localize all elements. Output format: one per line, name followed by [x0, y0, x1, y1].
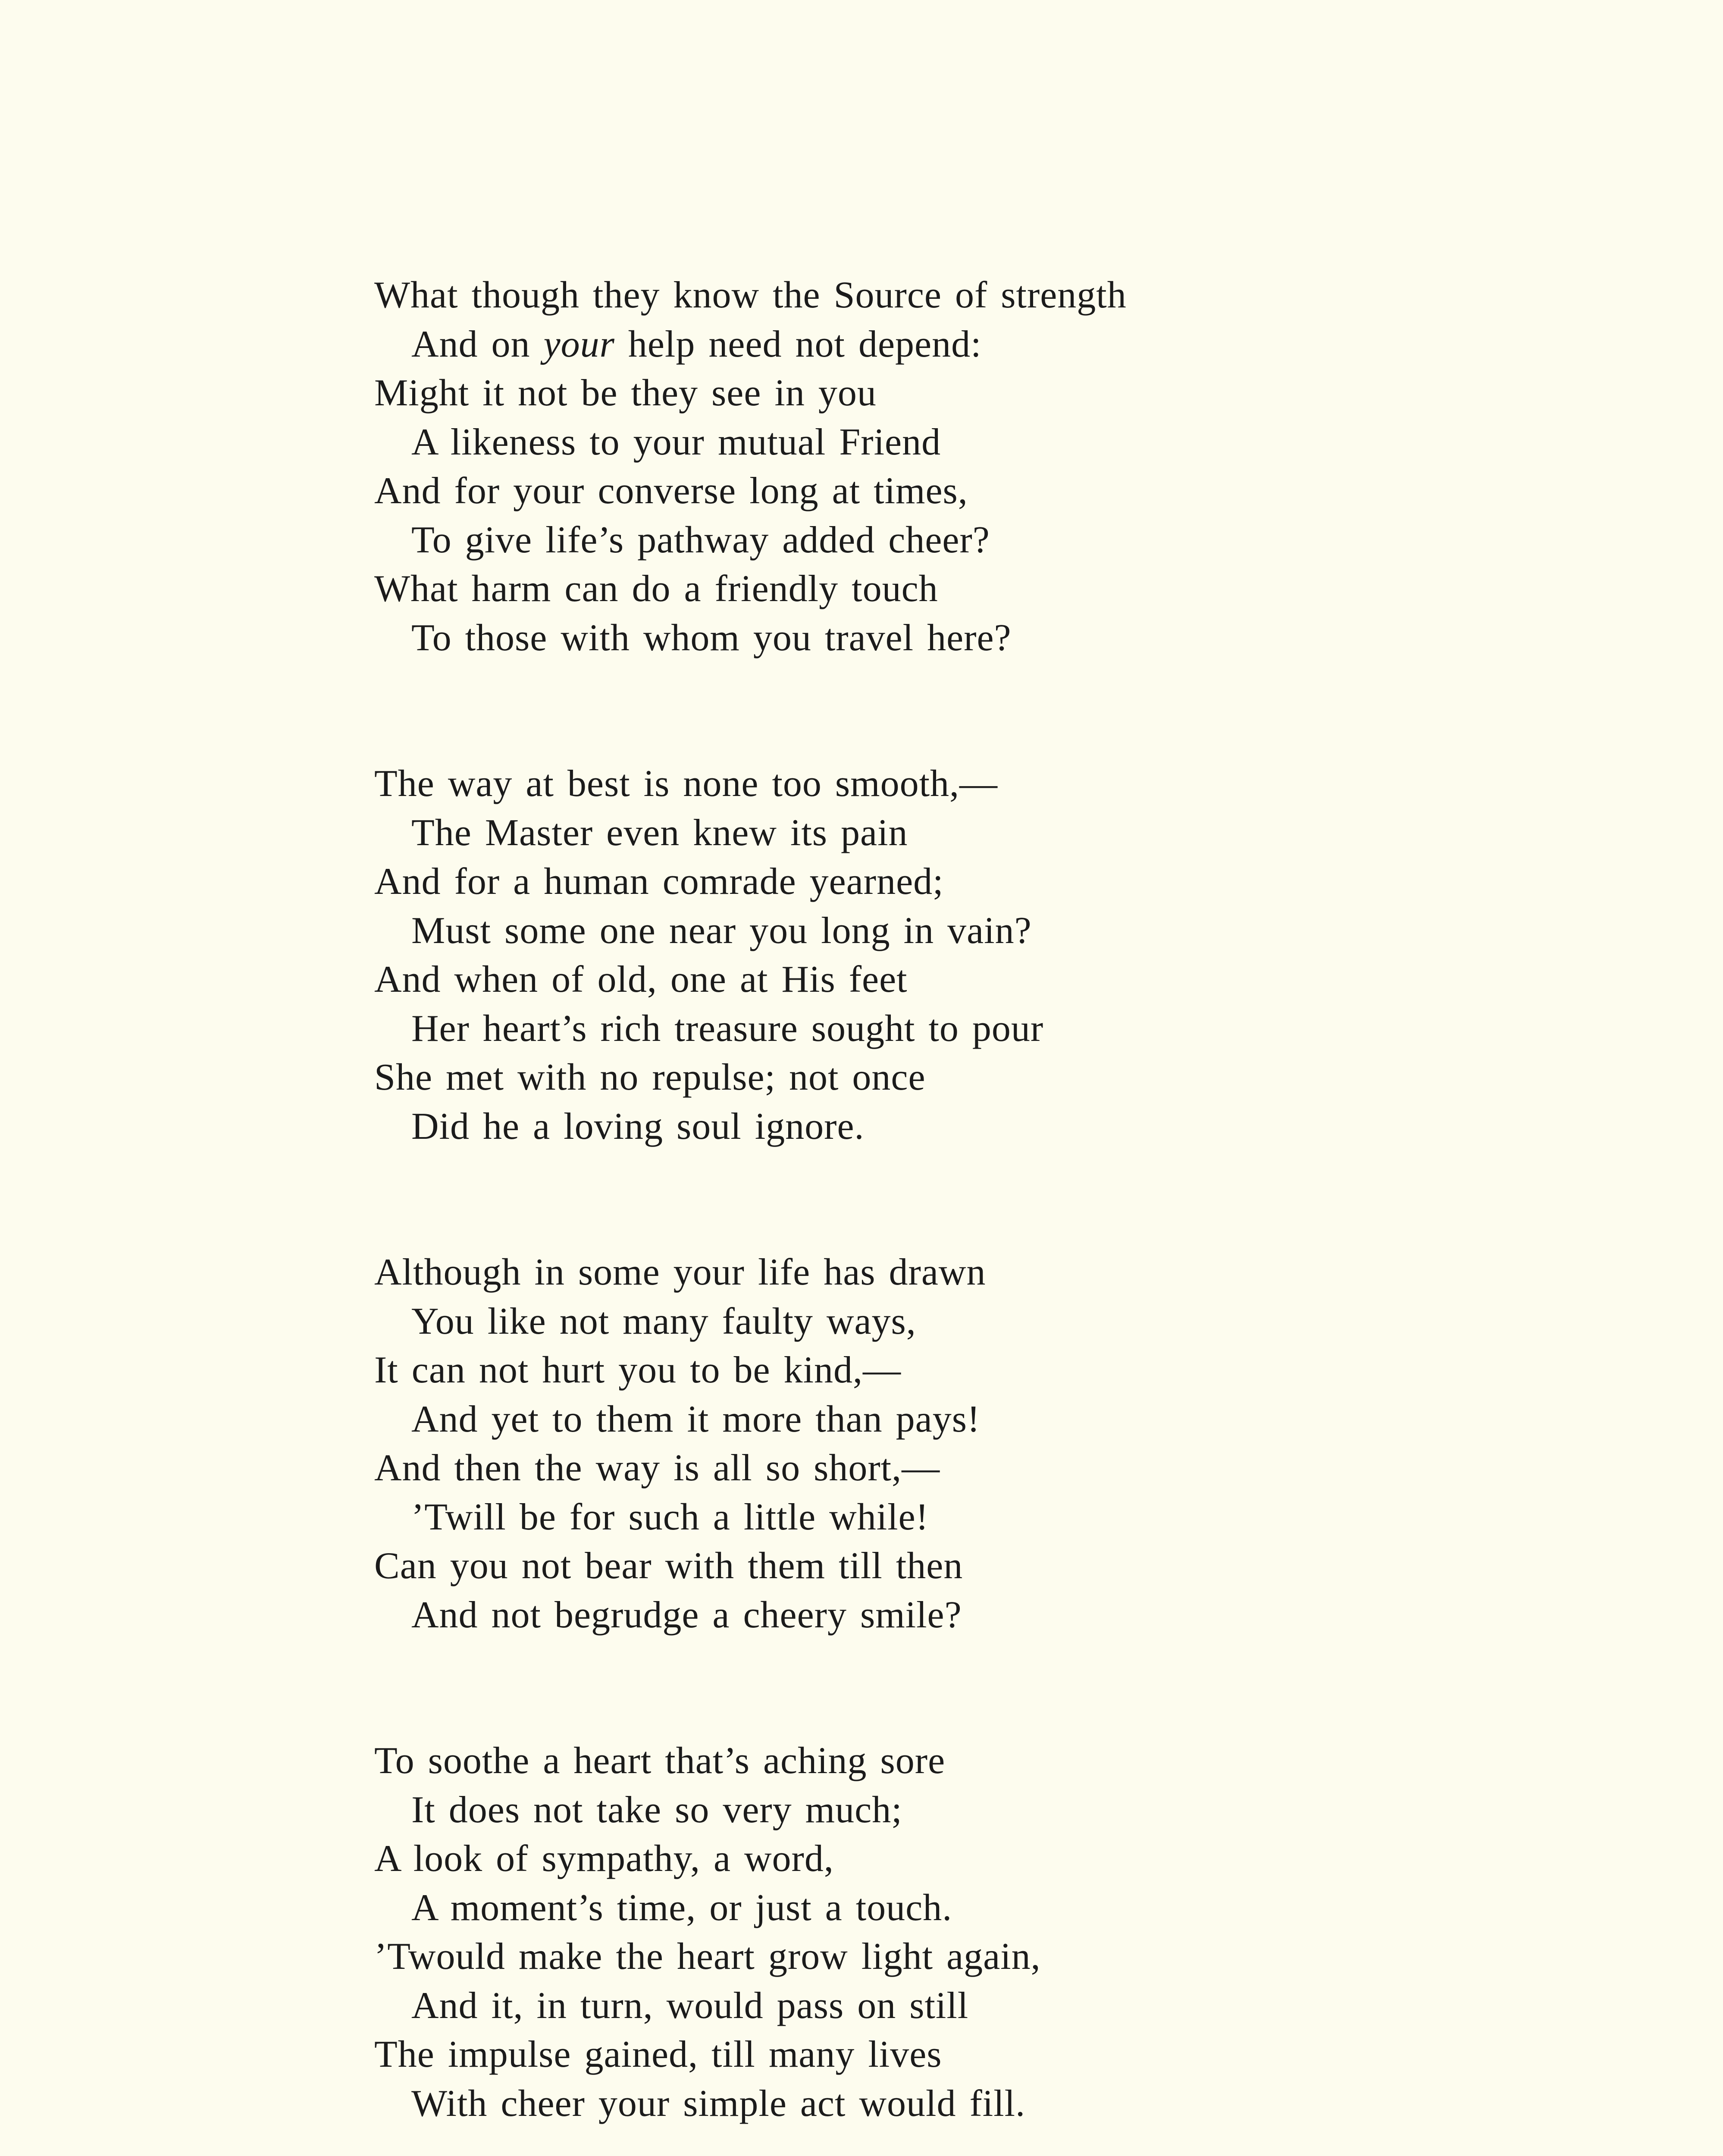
poem-line: Although in some your life has drawn — [374, 1251, 986, 1293]
poem-line: With cheer your simple act would fill. — [411, 2082, 1026, 2125]
poem-line — [374, 320, 1452, 369]
poem-line: And for your converse long at times, — [374, 470, 968, 512]
line-segment: help need not depend: — [614, 323, 982, 365]
poem-line: Might it not be they see in you — [374, 372, 877, 414]
poem-line: And it, in turn, would pass on still — [411, 1984, 969, 2027]
poem-line: She met with no repulse; not once — [374, 1056, 926, 1098]
poem-line: A moment’s time, or just a touch. — [411, 1887, 952, 1929]
poem-line: You like not many faulty ways, — [411, 1300, 916, 1342]
poem-line: The impulse gained, till many lives — [374, 2034, 942, 2075]
poem-line: Must some one near you long in vain? — [411, 909, 1032, 952]
stanza-3 — [374, 1248, 1452, 1639]
poem-line: It does not take so very much; — [411, 1789, 902, 1831]
poem-line: ’Twill be for such a little while! — [411, 1496, 929, 1538]
poem-line: A look of sympathy, a word, — [374, 1838, 834, 1880]
stanza-4 — [374, 1736, 1452, 2128]
poem — [374, 271, 1452, 2128]
poem-line: Can you not bear with them till then — [374, 1545, 963, 1587]
poem-line: A likeness to your mutual Friend — [411, 421, 941, 463]
poem-line: And not begrudge a cheery smile? — [411, 1594, 962, 1636]
poem-line: And when of old, one at His feet — [374, 959, 908, 1000]
poem-line: It can not hurt you to be kind,— — [374, 1349, 902, 1391]
poem-line: To give life’s pathway added cheer? — [411, 519, 990, 561]
poem-line: Her heart’s rich treasure sought to pour — [411, 1007, 1044, 1050]
poem-line: What harm can do a friendly touch — [374, 568, 938, 610]
poem-line: To those with whom you travel here? — [411, 617, 1012, 659]
stanza-1 — [374, 271, 1452, 662]
poem-line: Did he a loving soul ignore. — [411, 1105, 865, 1147]
line-segment: And on — [411, 323, 544, 365]
emphasized-word: your — [543, 323, 615, 365]
poem-line: The way at best is none too smooth,— — [374, 763, 998, 805]
poem-line: ’Twould make the heart grow light again, — [374, 1936, 1041, 1977]
stanza-2 — [374, 759, 1452, 1151]
poem-line: To soothe a heart that’s aching sore — [374, 1740, 946, 1782]
poem-line: And for a human comrade yearned; — [374, 861, 944, 903]
poem-line: The Master even knew its pain — [411, 812, 908, 854]
poem-line: And then the way is all so short,— — [374, 1447, 940, 1489]
poem-line: What though they know the Source of strength — [374, 274, 1127, 316]
poem-line: And yet to them it more than pays! — [411, 1398, 981, 1440]
